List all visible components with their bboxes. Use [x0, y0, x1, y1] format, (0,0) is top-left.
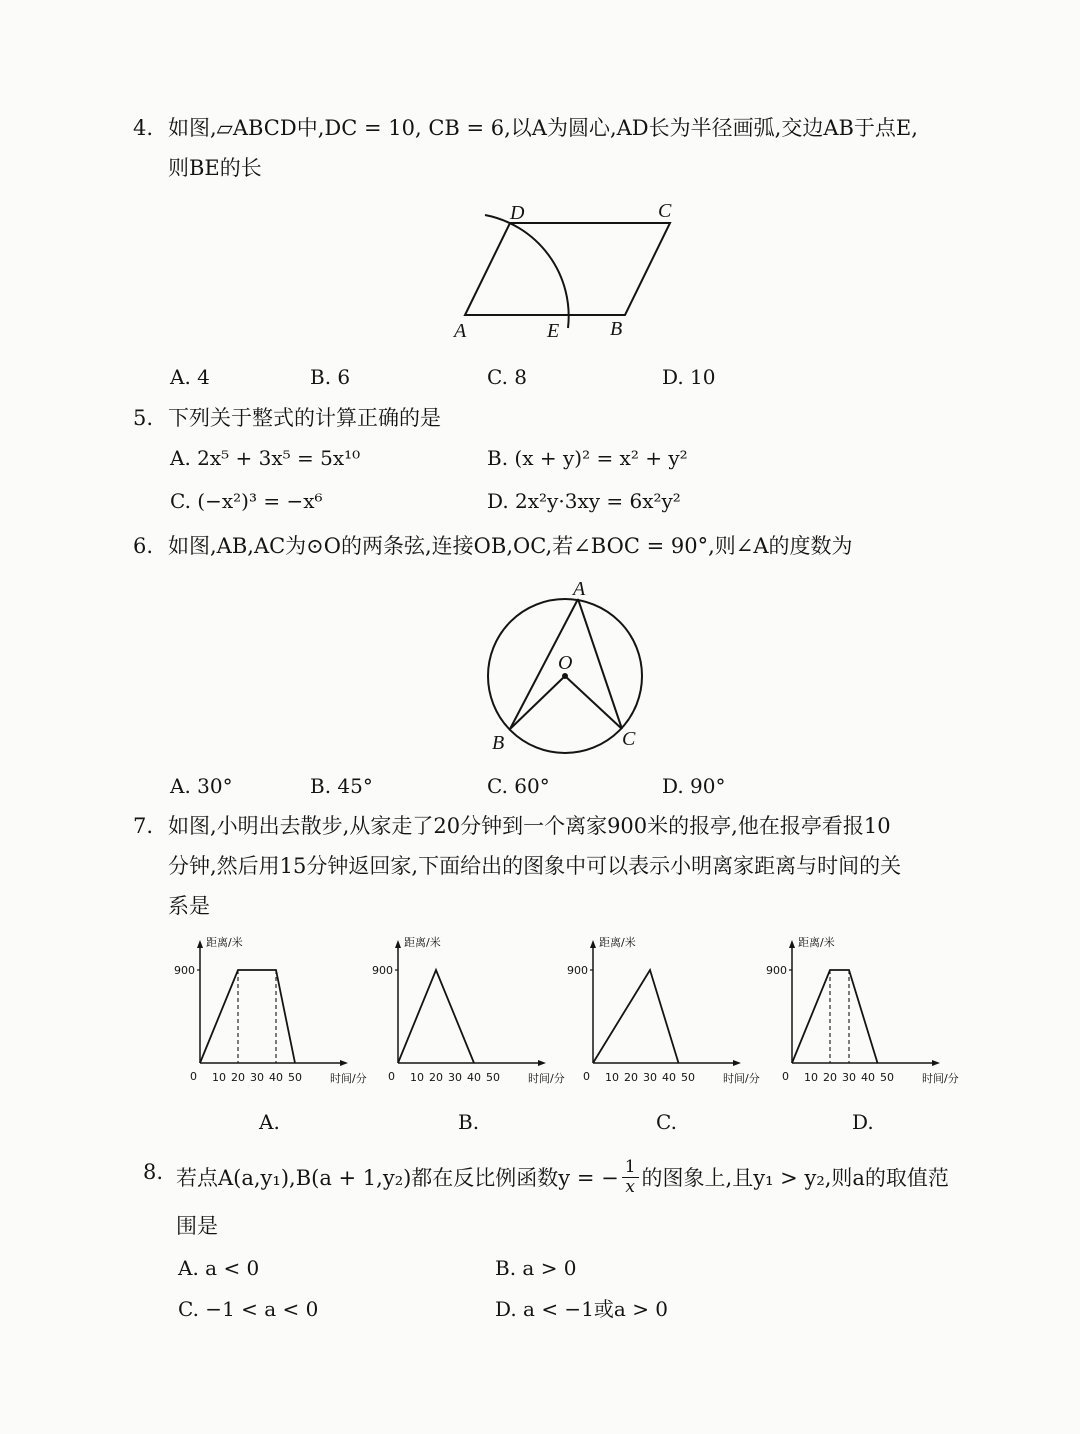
q8-option-c: C. −1 < a < 0 [178, 1297, 319, 1321]
q7-graph-a [170, 930, 370, 1090]
x-tick-label-10: 10 [605, 1071, 619, 1084]
label-e: E [547, 320, 560, 342]
y-axis-arrow [590, 940, 596, 948]
q5-option-c: C. (−x²)³ = −x⁶ [170, 489, 323, 513]
q5-option-a: A. 2x⁵ + 3x⁵ = 5x¹⁰ [170, 446, 361, 470]
y-tick-label: 900 [567, 964, 588, 977]
x-tick-label-50: 50 [880, 1071, 894, 1084]
q8-option-d: D. a < −1或a > 0 [495, 1297, 669, 1321]
q7-number: 7. [133, 814, 154, 838]
origin-label: 0 [782, 1070, 789, 1083]
y-axis-title: 距离/米 [404, 936, 441, 949]
origin-label: 0 [583, 1070, 590, 1083]
q5-option-b: B. (x + y)² = x² + y² [487, 446, 688, 470]
q4-option-b: B. 6 [310, 365, 351, 389]
origin-label: 0 [190, 1070, 197, 1083]
x-axis-arrow [538, 1060, 546, 1066]
x-tick-label-40: 40 [861, 1071, 875, 1084]
y-axis-arrow [789, 940, 795, 948]
q8-number: 8. [143, 1160, 164, 1184]
x-tick-label-20: 20 [624, 1071, 638, 1084]
q5-text: 下列关于整式的计算正确的是 [168, 406, 441, 430]
y-axis-title: 距离/米 [599, 936, 636, 949]
distance-time-line [398, 970, 474, 1063]
label-d: D [510, 202, 525, 224]
x-tick-label-40: 40 [269, 1071, 283, 1084]
q7-line2: 分钟,然后用15分钟返回家,下面给出的图象中可以表示小明离家距离与时间的关 [168, 854, 902, 878]
q7-graph-c [563, 930, 763, 1090]
q8-option-a: A. a < 0 [178, 1256, 260, 1280]
q7-graph-d [762, 930, 962, 1090]
q8-text-before: 若点A(a,y₁),B(a + 1,y₂)都在反比例函数y = − [176, 1165, 619, 1190]
label-c: C [658, 200, 672, 222]
q8-line2: 围是 [176, 1214, 218, 1238]
q4-line1: 如图,▱ABCD中,DC = 10, CB = 6,以A为圆心,AD长为半径画弧,交边AB于点E, [168, 116, 918, 140]
q7-graph-b-label: B. [458, 1110, 480, 1134]
x-tick-label-30: 30 [842, 1071, 856, 1084]
radius-ob [510, 676, 565, 729]
x-tick-label-20: 20 [231, 1071, 245, 1084]
label-a: A [454, 320, 467, 342]
q5-number: 5. [133, 406, 154, 430]
x-axis-title: 时间/分 [528, 1072, 565, 1085]
x-axis-title: 时间/分 [922, 1072, 959, 1085]
y-axis-title: 距离/米 [798, 936, 835, 949]
x-tick-label-50: 50 [681, 1071, 695, 1084]
y-axis-title: 距离/米 [206, 936, 243, 949]
distance-time-line [792, 970, 878, 1063]
label-c: C [622, 728, 636, 750]
q4-parallelogram-figure [440, 195, 690, 345]
q6-number: 6. [133, 534, 154, 558]
q4-number: 4. [133, 116, 154, 140]
q8-frac-den: x [625, 1177, 635, 1197]
x-tick-label-10: 10 [804, 1071, 818, 1084]
q8-frac-num: 1 [622, 1158, 639, 1178]
q6-option-a: A. 30° [170, 774, 233, 798]
x-tick-label-30: 30 [448, 1071, 462, 1084]
q7-graph-b [368, 930, 568, 1090]
label-b: B [610, 318, 623, 340]
x-tick-label-20: 20 [823, 1071, 837, 1084]
q8-fraction [622, 1158, 639, 1197]
q6-option-c: C. 60° [487, 774, 550, 798]
x-axis-arrow [733, 1060, 741, 1066]
q6-circle-figure [480, 575, 650, 755]
q7-graph-d-label: D. [852, 1110, 874, 1134]
q4-line2: 则BE的长 [168, 156, 262, 180]
q7-line1: 如图,小明出去散步,从家走了20分钟到一个离家900米的报亭,他在报亭看报10 [168, 814, 891, 838]
q8-text-after: 的图象上,且y₁ > y₂,则a的取值范 [641, 1165, 949, 1190]
distance-time-line [200, 970, 295, 1063]
x-axis-arrow [340, 1060, 348, 1066]
q4-option-a: A. 4 [170, 365, 210, 389]
x-tick-label-50: 50 [288, 1071, 302, 1084]
x-tick-label-40: 40 [467, 1071, 481, 1084]
q8-line1 [176, 1158, 949, 1197]
label-b: B [492, 732, 505, 754]
x-tick-label-50: 50 [486, 1071, 500, 1084]
q7-graph-a-label: A. [259, 1110, 280, 1134]
x-tick-label-40: 40 [662, 1071, 676, 1084]
y-axis-arrow [395, 940, 401, 948]
y-tick-label: 900 [766, 964, 787, 977]
arc-de [485, 215, 569, 328]
x-tick-label-10: 10 [212, 1071, 226, 1084]
x-tick-label-30: 30 [250, 1071, 264, 1084]
q6-text: 如图,AB,AC为⊙O的两条弦,连接OB,OC,若∠BOC = 90°,则∠A的度数为 [168, 534, 853, 558]
q7-graph-c-label: C. [656, 1110, 677, 1134]
x-axis-arrow [932, 1060, 940, 1066]
q7-line3: 系是 [168, 894, 210, 918]
q6-option-d: D. 90° [662, 774, 726, 798]
q5-option-d: D. 2x²y·3xy = 6x²y² [487, 489, 681, 513]
q4-option-c: C. 8 [487, 365, 528, 389]
x-axis-title: 时间/分 [723, 1072, 760, 1085]
origin-label: 0 [388, 1070, 395, 1083]
x-tick-label-10: 10 [410, 1071, 424, 1084]
x-tick-label-30: 30 [643, 1071, 657, 1084]
x-tick-label-20: 20 [429, 1071, 443, 1084]
label-o: O [558, 652, 573, 674]
q6-option-b: B. 45° [310, 774, 373, 798]
q8-option-b: B. a > 0 [495, 1256, 577, 1280]
label-a: A [573, 578, 586, 600]
q4-option-d: D. 10 [662, 365, 716, 389]
y-axis-arrow [197, 940, 203, 948]
y-tick-label: 900 [372, 964, 393, 977]
y-tick-label: 900 [174, 964, 195, 977]
distance-time-line [593, 970, 679, 1063]
x-axis-title: 时间/分 [330, 1072, 367, 1085]
